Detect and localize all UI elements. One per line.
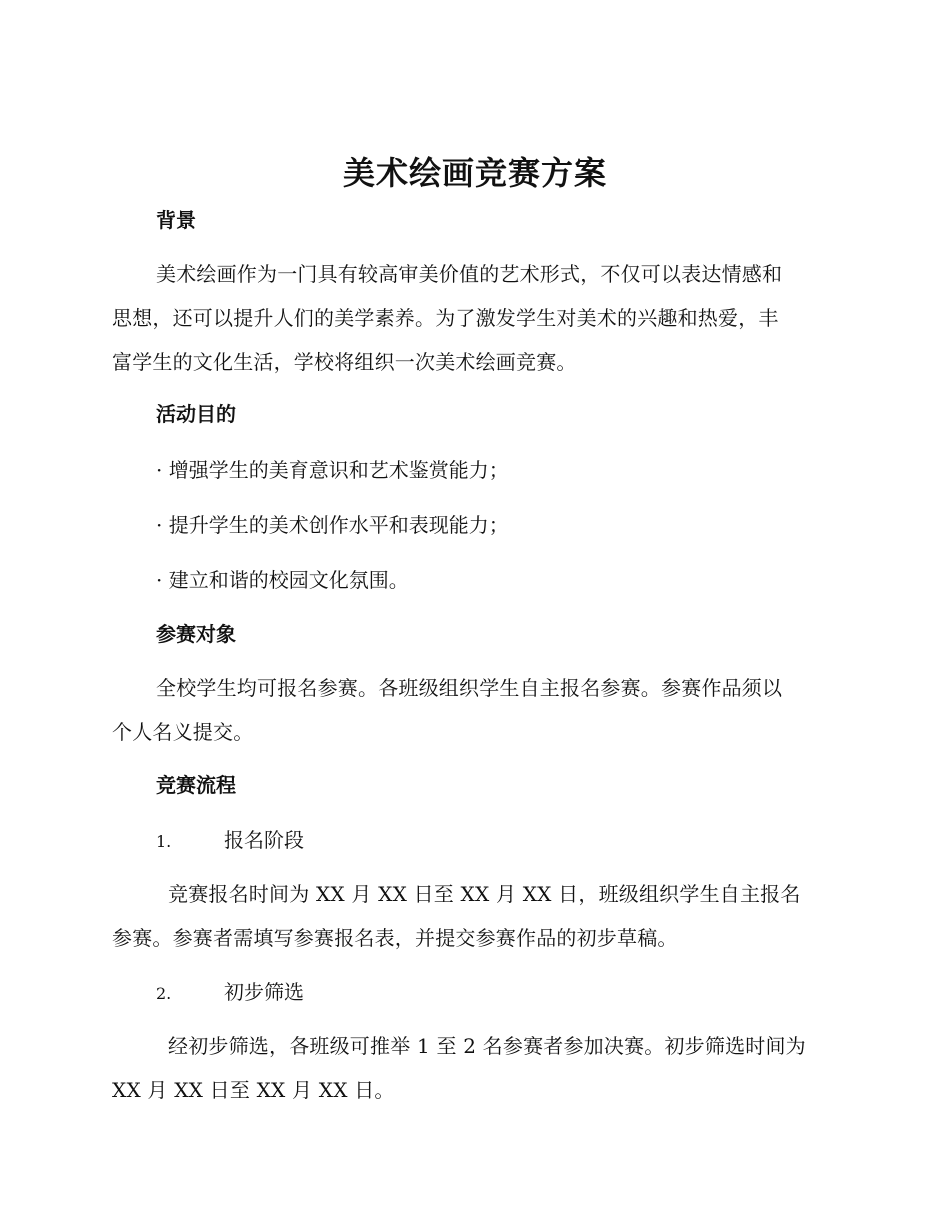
- step-title: 初步筛选: [224, 980, 304, 1004]
- paragraph-line: 思想，还可以提升人们的美学素养。为了激发学生对美术的兴趣和热爱，丰: [112, 306, 779, 330]
- section-heading-participants: 参赛对象: [156, 622, 236, 646]
- step-number: 2.: [156, 984, 172, 1003]
- purpose-list-item: · 提升学生的美术创作水平和表现能力；: [156, 513, 509, 537]
- process-step-2-title: [156, 978, 304, 1008]
- process-step-1-paragraph: [112, 872, 842, 960]
- paragraph-line: 美术绘画作为一门具有较高审美价值的艺术形式，不仅可以表达情感和: [156, 262, 783, 286]
- paragraph-line: 个人名义提交。: [112, 720, 254, 744]
- document-title: 美术绘画竞赛方案: [342, 154, 607, 192]
- process-step-2-paragraph: [112, 1024, 842, 1112]
- step-number: 1.: [156, 832, 172, 851]
- section-heading-background: 背景: [156, 208, 196, 232]
- paragraph-line: 参赛。参赛者需填写参赛报名表，并提交参赛作品的初步草稿。: [112, 926, 678, 950]
- section-heading-purpose: 活动目的: [156, 402, 236, 426]
- paragraph-line: 富学生的文化生活，学校将组织一次美术绘画竞赛。: [112, 350, 577, 374]
- participants-paragraph: [112, 666, 842, 754]
- section-heading-process: 竞赛流程: [156, 773, 236, 797]
- purpose-list-item: · 增强学生的美育意识和艺术鉴赏能力；: [156, 458, 509, 482]
- paragraph-line: 竞赛报名时间为 XX 月 XX 日至 XX 月 XX 日，班级组织学生自主报名: [168, 882, 801, 906]
- background-paragraph: [112, 252, 842, 384]
- paragraph-line: XX 月 XX 日至 XX 月 XX 日。: [112, 1078, 395, 1102]
- paragraph-line: 经初步筛选，各班级可推举 1 至 2 名参赛者参加决赛。初步筛选时间为: [168, 1034, 806, 1058]
- purpose-list-item: · 建立和谐的校园文化氛围。: [156, 568, 409, 592]
- process-step-1-title: [156, 826, 304, 856]
- step-title: 报名阶段: [224, 828, 304, 852]
- paragraph-line: 全校学生均可报名参赛。各班级组织学生自主报名参赛。参赛作品须以: [156, 676, 783, 700]
